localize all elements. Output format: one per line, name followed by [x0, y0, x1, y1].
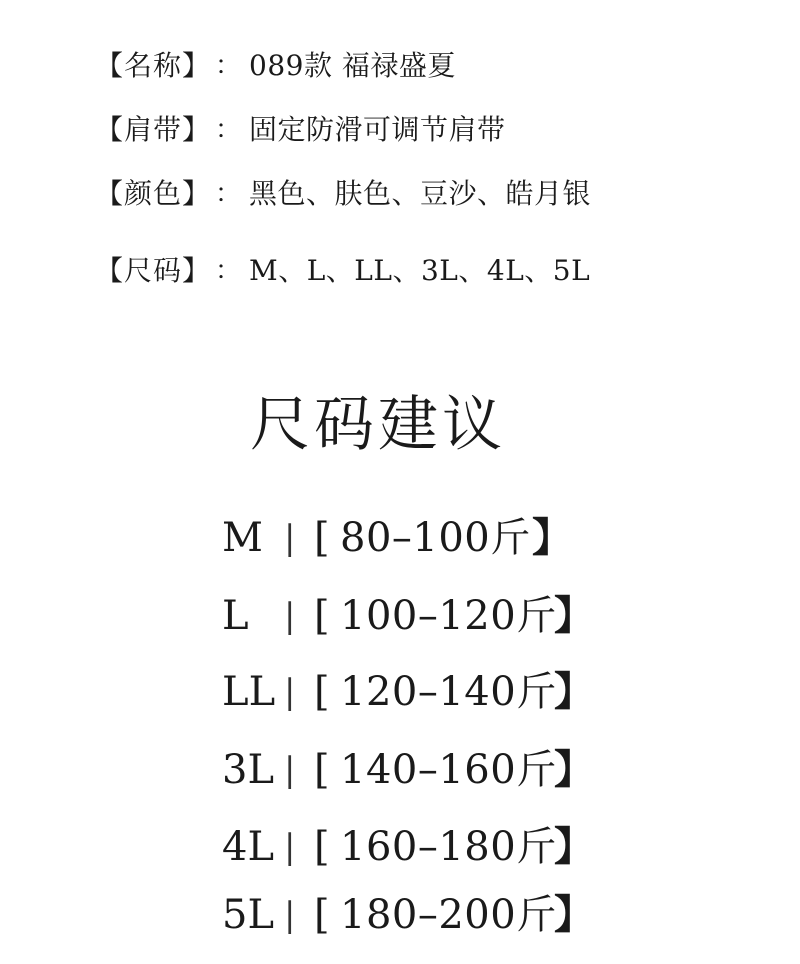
weight-range: 180–200斤: [340, 892, 557, 938]
open-bracket: [: [314, 824, 330, 870]
size-code: 3L: [222, 747, 275, 793]
weight-range: 100–120斤: [340, 593, 557, 639]
close-bracket: 】: [554, 592, 594, 639]
info-row-strap: [95, 113, 506, 146]
info-label: 【肩带】: [95, 113, 212, 146]
close-bracket: 】: [554, 668, 594, 715]
info-colon: ：: [215, 179, 242, 209]
weight-range: 120–140斤: [340, 669, 557, 715]
close-bracket: 】: [554, 823, 594, 870]
info-value: 089款 福禄盛夏: [249, 49, 456, 82]
size-code: M: [222, 515, 263, 561]
close-bracket: 】: [554, 891, 594, 938]
size-recommendation-title: 尺码建议: [250, 390, 506, 460]
size-code: 4L: [222, 824, 275, 870]
size-code: 5L: [222, 892, 275, 938]
info-value: 黑色、肤色、豆沙、皓月银: [249, 177, 592, 210]
open-bracket: [: [314, 747, 330, 793]
info-value: M、L、LL、3L、4L、5L: [249, 254, 591, 287]
close-bracket: 】: [554, 746, 594, 793]
info-colon: ：: [215, 256, 242, 286]
weight-range: 140–160斤: [340, 747, 557, 793]
size-divider: |: [284, 827, 296, 867]
size-divider: |: [284, 672, 296, 712]
size-divider: |: [284, 596, 296, 636]
close-bracket: 】: [532, 514, 572, 561]
info-value: 固定防滑可调节肩带: [249, 113, 506, 146]
size-code: LL: [222, 669, 276, 715]
weight-range: 80–100斤: [340, 515, 531, 561]
open-bracket: [: [314, 892, 330, 938]
size-divider: |: [284, 750, 296, 790]
info-colon: ：: [215, 115, 242, 145]
size-divider: |: [284, 518, 296, 558]
info-row-sizes: [95, 254, 591, 287]
info-label: 【颜色】: [95, 177, 212, 210]
info-row-color: [95, 177, 592, 210]
open-bracket: [: [314, 669, 330, 715]
open-bracket: [: [314, 515, 330, 561]
size-divider: |: [284, 895, 296, 935]
open-bracket: [: [314, 593, 330, 639]
weight-range: 160–180斤: [340, 824, 557, 870]
info-colon: ：: [215, 51, 242, 81]
size-code: L: [222, 593, 249, 639]
info-row-name: [95, 49, 456, 82]
info-label: 【名称】: [95, 49, 212, 82]
info-label: 【尺码】: [95, 254, 212, 287]
